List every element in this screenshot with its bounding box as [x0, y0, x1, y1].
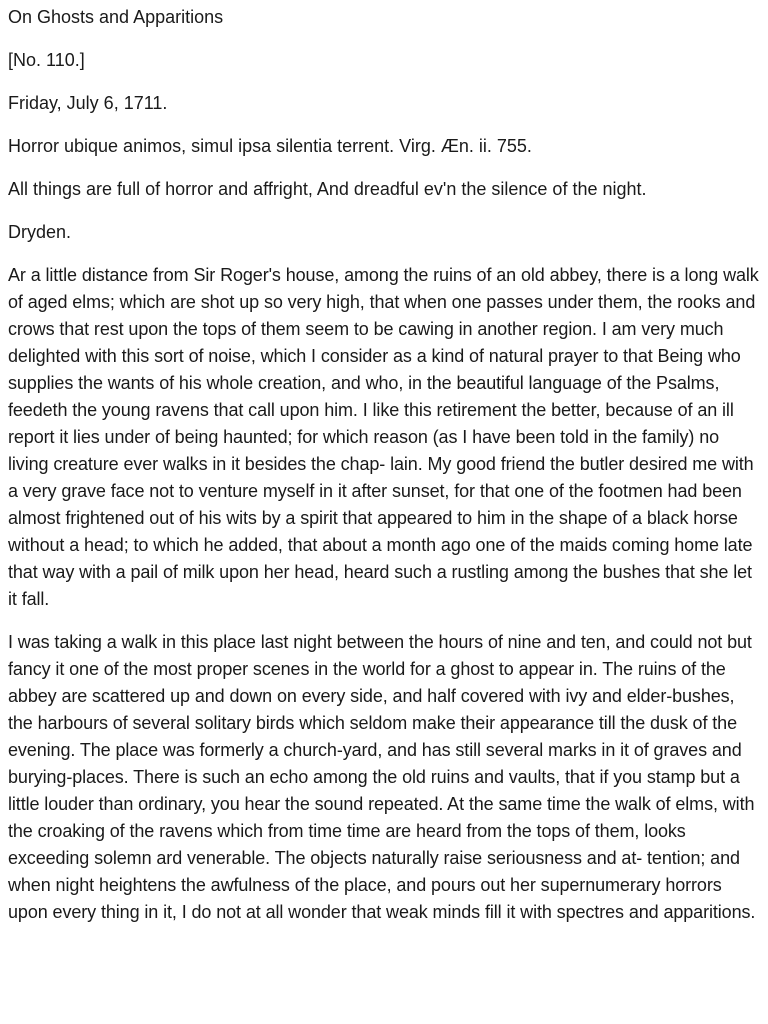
issue-date: Friday, July 6, 1711.: [8, 93, 168, 113]
body-paragraph-1: Ar a little distance from Sir Roger's house, among the ruins of an old abbey, there is a long walk of aged elms; which are shot up so very high, that when one passes under them, the rooks and crows that rest upon the tops of them seem to be cawing in another region. I am very much delighted with this sort of noise, which I consider as a kind of natural prayer to that Being who supplies the wants of his whole creation, and who, in the beautiful language of the Psalms, feedeth the young ravens that call upon him. I like this retirement the better, because of an ill report it lies under of being haunted; for which reason (as I have been told in the family) no living creature ever walks in it besides the chap- lain. My good friend the butler desired me with a very grave face not to venture myself in it after sunset, for that one of the footmen had been almost frightened out of his wits by a spirit that appeared to him in the shape of a black horse without a head; to which he added, that about a month ago one of the maids coming home late that way with a pail of milk upon her head, heard such a rustling among the bushes that she let it fall.: [8, 265, 759, 609]
epigraph-translation: All things are full of horror and affright, And dreadful ev'n the silence of the night.: [8, 179, 647, 199]
epigraph-latin: Horror ubique animos, simul ipsa silentia terrent. Virg. Æn. ii. 755.: [8, 136, 532, 156]
body-paragraph-2: I was taking a walk in this place last night between the hours of nine and ten, and could not but fancy it one of the most proper scenes in the world for a ghost to appear in. The ruins of the abbey are scattered up and down on every side, and half covered with ivy and elder-bushes, the harbours of several solitary birds which seldom make their appearance till the dusk of the evening. The place was formerly a church-yard, and has still several marks in it of graves and burying-places. There is such an echo among the old ruins and vaults, that if you stamp but a little louder than ordinary, you hear the sound repeated. At the same time the walk of elms, with the croaking of the ravens which from time time are heard from the tops of them, looks exceeding solemn ard venerable. The objects naturally raise seriousness and at- tention; and when night heightens the awfulness of the place, and pours out her supernumerary horrors upon every thing in it, I do not at all wonder that weak minds fill it with spectres and apparitions.: [8, 632, 756, 922]
issue-number: [No. 110.]: [8, 50, 85, 70]
document-title: On Ghosts and Apparitions: [8, 7, 224, 27]
epigraph-attribution: Dryden.: [8, 222, 72, 242]
